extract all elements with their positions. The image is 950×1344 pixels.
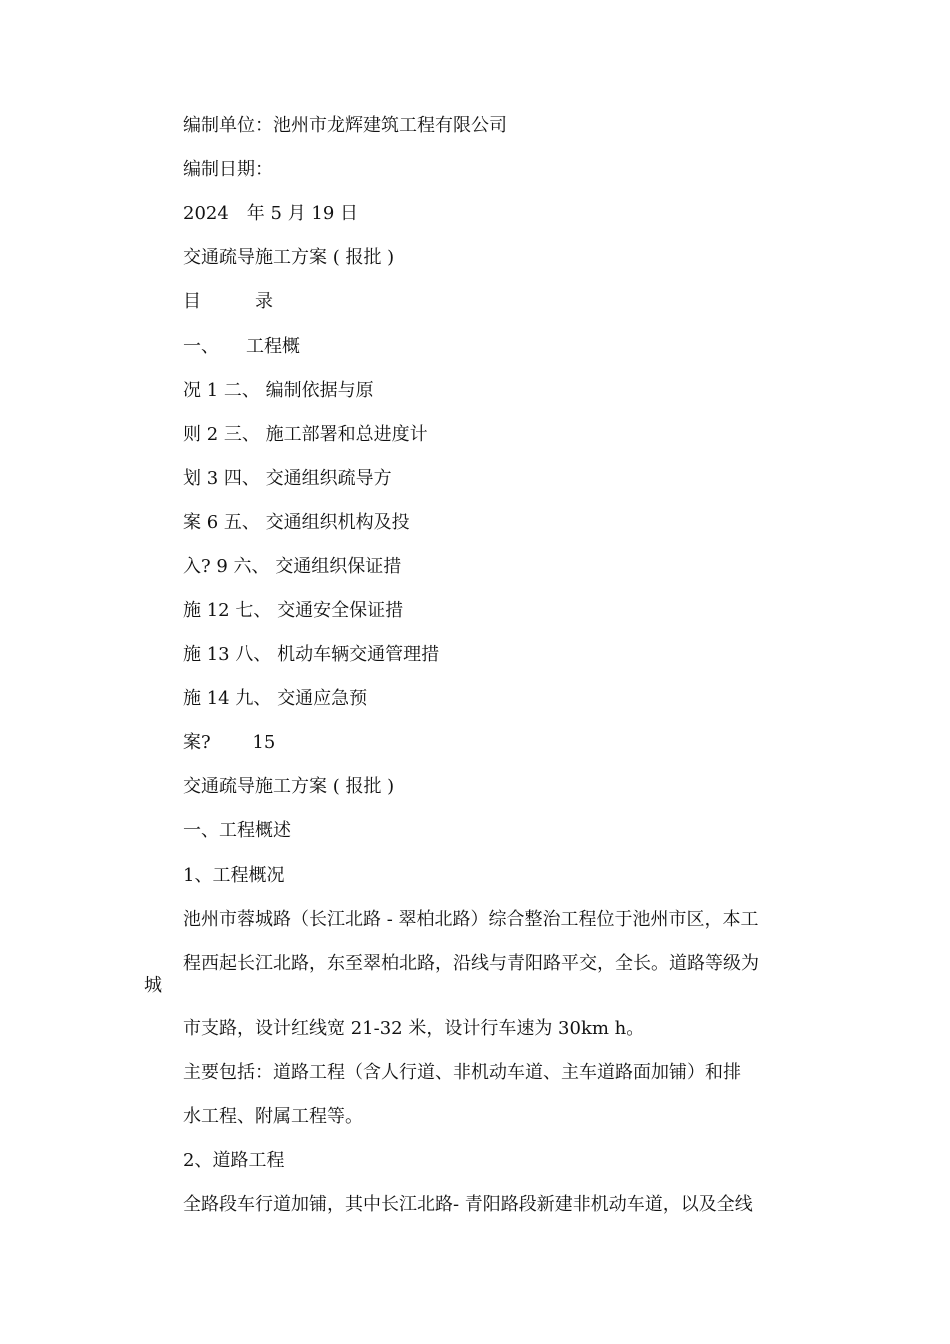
toc-line: 划 3 四、 交通组织疏导方 <box>183 468 392 489</box>
section-heading: 一、工程概述 <box>183 820 291 841</box>
toc-line: 案? 15 <box>183 732 276 753</box>
toc-line: 入? 9 六、 交通组织保证措 <box>183 556 402 577</box>
toc-line: 施 12 七、 交通安全保证措 <box>183 600 404 621</box>
body-text-line: 市支路，设计红线宽 21-32 米，设计行车速为 30km h。 <box>183 1018 645 1039</box>
toc-line: 则 2 三、 施工部署和总进度计 <box>183 424 428 445</box>
toc-line: 案 6 五、 交通组织机构及投 <box>183 512 410 533</box>
body-text-line: 水工程、附属工程等。 <box>183 1106 363 1127</box>
compile-date-value: 2024 年 5 月 19 日 <box>183 203 359 224</box>
body-text-line: 程西起长江北路，东至翠柏北路，沿线与青阳路平交，全长。道路等级为 <box>183 953 759 974</box>
toc-heading: 目 录 <box>183 291 273 312</box>
toc-line: 施 13 八、 机动车辆交通管理措 <box>183 644 440 665</box>
body-text-line: 全路段车行道加铺，其中长江北路- 青阳路段新建非机动车道，以及全线 <box>183 1194 753 1215</box>
toc-line: 施 14 九、 交通应急预 <box>183 688 368 709</box>
section-title: 交通疏导施工方案 ( 报批 ) <box>183 776 395 797</box>
subsection-heading: 1、工程概况 <box>183 865 285 886</box>
compile-date-label: 编制日期： <box>183 159 273 180</box>
document-title: 交通疏导施工方案 ( 报批 ) <box>183 247 395 268</box>
toc-line: 一、 工程概 <box>183 336 300 357</box>
body-text-line: 主要包括：道路工程（含人行道、非机动车道、主车道路面加铺）和排 <box>183 1062 741 1083</box>
subsection-heading: 2、道路工程 <box>183 1150 285 1171</box>
wrap-fragment: 城 <box>144 975 162 996</box>
body-text-line: 池州市蓉城路（长江北路 - 翠柏北路）综合整治工程位于池州市区，本工 <box>183 909 759 930</box>
toc-line: 况 1 二、 编制依据与原 <box>183 380 374 401</box>
compiler-unit-line: 编制单位：池州市龙辉建筑工程有限公司 <box>183 115 507 136</box>
